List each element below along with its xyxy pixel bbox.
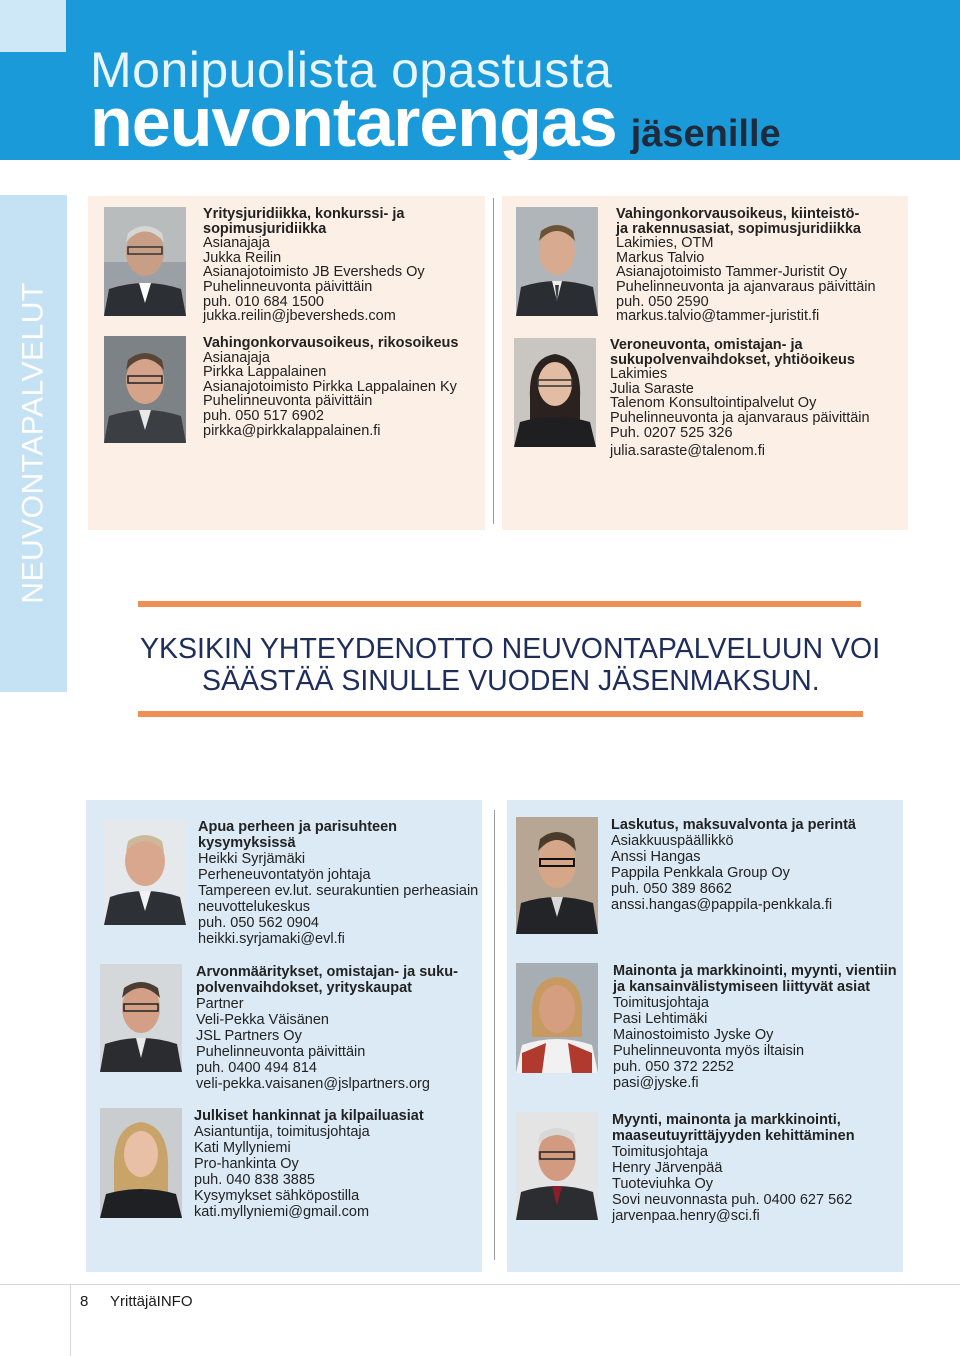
panel-divider <box>493 198 494 524</box>
portrait-photo <box>514 338 596 447</box>
card-line: Pirkka Lappalainen <box>203 364 327 381</box>
card-line: Puh. 0207 525 326 <box>610 424 733 441</box>
card-line: Asianajotoimisto JB Eversheds Oy <box>203 264 425 281</box>
card-title: Myynti, mainonta ja markkinointi, <box>612 1112 841 1128</box>
card-title: ja kansainvälistymiseen liittyvät asiat <box>613 979 871 995</box>
card-line: Toimitusjohtaja <box>612 1144 708 1160</box>
card-line: puh. 010 684 1500 <box>203 293 324 310</box>
card-line: Tampereen ev.lut. seurakuntien perheasiain <box>198 883 479 899</box>
card-title: polvenvaihdokset, yrityskaupat <box>196 980 412 996</box>
card-title: Julkiset hankinnat ja kilpailuasiat <box>194 1108 424 1124</box>
card-line: heikki.syrjamaki@evl.fi <box>198 931 345 947</box>
card-line: Tuoteviuhka Oy <box>612 1176 714 1192</box>
publication-name: YrittäjäINFO <box>110 1293 193 1310</box>
card-line: Puhelinneuvonta myös iltaisin <box>613 1043 805 1059</box>
card-line: jukka.reilin@jbeversheds.com <box>203 308 396 325</box>
card-line: Partner <box>196 996 244 1012</box>
card-line: pirkka@pirkkalappalainen.fi <box>203 422 381 439</box>
card-line: jarvenpaa.henry@sci.fi <box>612 1208 760 1224</box>
card-line: Kati Myllyniemi <box>194 1140 291 1156</box>
portrait-photo <box>104 207 186 316</box>
card-line: Pappila Penkkala Group Oy <box>611 865 790 881</box>
slogan <box>140 633 881 697</box>
card-line: JSL Partners Oy <box>196 1028 302 1044</box>
card-title: maaseutuyrittäjyyden kehittäminen <box>612 1128 855 1144</box>
card-line: kati.myllyniemi@gmail.com <box>194 1204 370 1220</box>
card-line: Kysymykset sähköpostilla <box>194 1188 360 1204</box>
header-line-1: Monipuolista opastusta <box>90 42 613 98</box>
card-line: Asianajotoimisto Tammer-Juristit Oy <box>616 264 847 281</box>
card-line: Pro-hankinta Oy <box>194 1156 299 1172</box>
portrait-photo <box>516 817 598 934</box>
portrait-photo <box>104 336 186 443</box>
card-line: Henry Järvenpää <box>612 1160 723 1176</box>
card-title: Vahingonkorvausoikeus, kiinteistö- <box>616 206 860 222</box>
card-title: Mainonta ja markkinointi, myynti, vientiin <box>613 963 897 979</box>
card-line: markus.talvio@tammer-juristit.fi <box>616 308 820 325</box>
card-line: Veli-Pekka Väisänen <box>196 1012 329 1028</box>
side-label: NEUVONTAPALVELUT <box>16 282 50 604</box>
header-title: neuvontarengas <box>90 83 617 161</box>
portrait-photo <box>104 819 186 925</box>
card-line: pasi@jyske.fi <box>613 1075 699 1091</box>
slogan-line-1: YKSIKIN YHTEYDENOTTO NEUVONTAPALVELUUN VOI <box>140 633 881 665</box>
card-line: Puhelinneuvonta ja ajanvaraus päivittäin <box>610 409 870 426</box>
header-line-2 <box>90 82 781 182</box>
footer-rule <box>0 1284 960 1285</box>
slogan-line-2: SÄÄSTÄÄ SINULLE VUODEN JÄSENMAKSUN. <box>202 665 820 697</box>
portrait-photo <box>100 1108 182 1218</box>
card-title: Yritysjuridiikka, konkurssi- ja <box>203 206 405 222</box>
card-line: Asianajaja <box>203 349 270 366</box>
card-line: Heikki Syrjämäki <box>198 851 306 867</box>
card-line: puh. 050 2590 <box>616 293 709 310</box>
header-corner-block <box>0 0 66 52</box>
card-title: Arvonmääritykset, omistajan- ja suku- <box>196 964 458 980</box>
card-line: Asianajaja <box>203 235 270 252</box>
card-line: Asiantuntija, toimitusjohtaja <box>194 1124 370 1140</box>
card-line: Lakimies, OTM <box>616 235 714 252</box>
portrait-photo <box>516 1112 598 1220</box>
card-line: Lakimies <box>610 366 668 383</box>
card-title: sopimusjuridiikka <box>203 220 327 237</box>
orange-rule-bottom <box>138 711 863 717</box>
panel-divider <box>494 810 495 1260</box>
card-line: Jukka Reilin <box>203 249 282 266</box>
card-line: Pasi Lehtimäki <box>613 1011 708 1027</box>
card-line: Toimitusjohtaja <box>613 995 709 1011</box>
card-line: puh. 050 517 6902 <box>203 407 324 424</box>
card-line: Sovi neuvonnasta puh. 0400 627 562 <box>612 1192 853 1208</box>
card-line: Mainostoimisto Jyske Oy <box>613 1027 774 1043</box>
card-line: Puhelinneuvonta päivittäin <box>203 393 373 410</box>
card-title: Veroneuvonta, omistajan- ja <box>610 337 803 353</box>
card-title: Laskutus, maksuvalvonta ja perintä <box>611 817 856 833</box>
card-line: puh. 040 838 3885 <box>194 1172 315 1188</box>
card-title: Vahingonkorvausoikeus, rikosoikeus <box>203 335 459 351</box>
card-line: veli-pekka.vaisanen@jslpartners.org <box>196 1076 430 1092</box>
card-line: puh. 0400 494 814 <box>196 1060 317 1076</box>
card-line: puh. 050 389 8662 <box>611 881 732 897</box>
page-number: 8 <box>80 1293 89 1310</box>
card-line: Perheneuvontatyön johtaja <box>198 867 371 883</box>
orange-rule-top <box>138 601 861 607</box>
card-line: Puhelinneuvonta päivittäin <box>196 1044 366 1060</box>
card-line: Talenom Konsultointipalvelut Oy <box>610 395 817 412</box>
card-title: Apua perheen ja parisuhteen <box>198 819 398 835</box>
card-line: puh. 050 372 2252 <box>613 1059 734 1075</box>
footer-divider <box>70 1284 71 1356</box>
card-line: neuvottelukeskus <box>198 899 311 915</box>
card-line: anssi.hangas@pappila-penkkala.fi <box>611 897 833 913</box>
card-line: Markus Talvio <box>616 249 705 266</box>
header-subtitle: jäsenille <box>630 113 781 155</box>
card-line: Asianajotoimisto Pirkka Lappalainen Ky <box>203 378 457 395</box>
portrait-photo <box>516 963 598 1073</box>
card-title: kysymyksissä <box>198 835 296 851</box>
card-line: Puhelinneuvonta päivittäin <box>203 278 373 295</box>
card-title: sukupolvenvaihdokset, yhtiöoikeus <box>610 351 855 368</box>
card-line: julia.saraste@talenom.fi <box>610 443 765 460</box>
portrait-photo <box>516 207 598 316</box>
card-line: Julia Saraste <box>610 380 694 397</box>
card-line: Anssi Hangas <box>611 849 701 865</box>
card-line: Puhelinneuvonta ja ajanvaraus päivittäin <box>616 278 876 295</box>
card-line: Asiakkuuspäällikkö <box>611 833 734 849</box>
card-title: ja rakennusasiat, sopimusjuridiikka <box>616 220 861 237</box>
portrait-photo <box>100 964 182 1072</box>
card-line: puh. 050 562 0904 <box>198 915 319 931</box>
